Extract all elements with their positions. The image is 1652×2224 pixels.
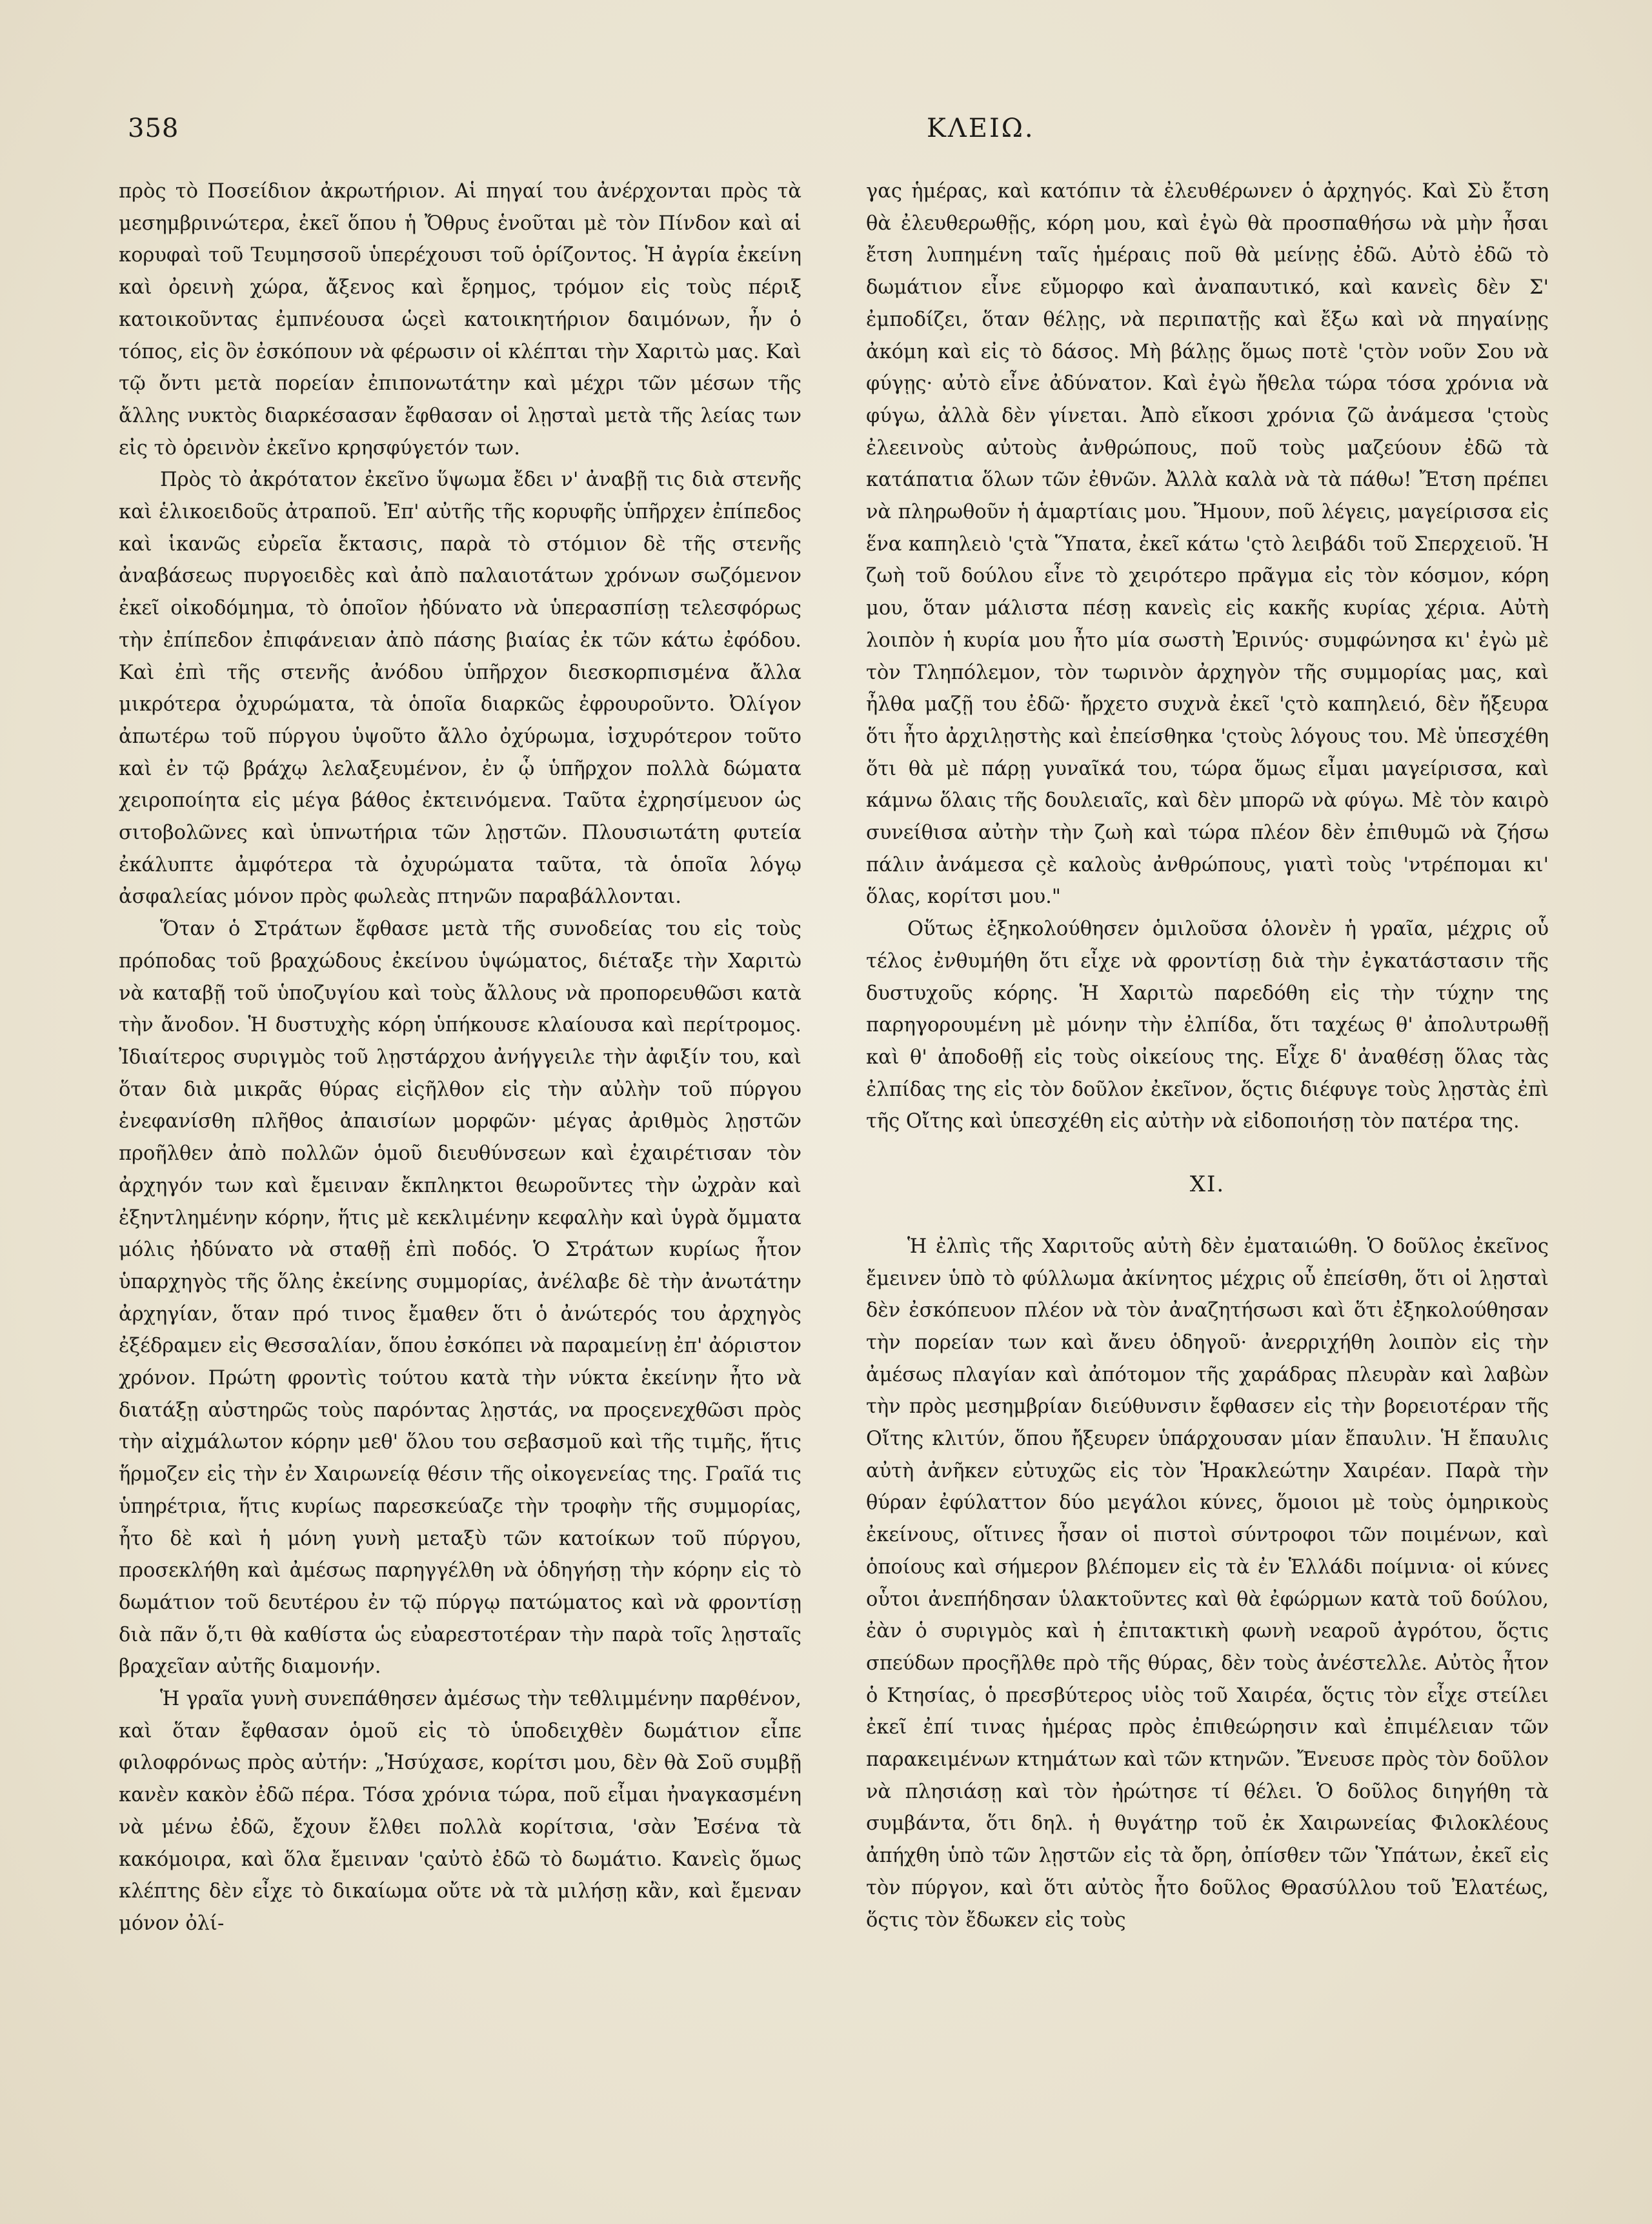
paragraph: Ἡ ἐλπὶς τῆς Χαριτοῦς αὐτὴ δὲν ἐματαιώθη. Ὁ δοῦλος ἐκεῖνος ἔμεινεν ὑπὸ τὸ φύλλωμα ἀκίνητος μέχρις οὗ ἐπείσθη, ὅτι οἱ λῃσταὶ δὲν ἐσκόπευον πλέον νὰ τὸν ἀναζητήσωσι καὶ ὅτι ἐξηκολούθησαν τὴν πορείαν των καὶ ἄνευ ὁδηγοῦ· ἀνερριχήθη λοιπὸν εἰς τὴν ἀμέσως πλαγίαν καὶ ἀπότομον τῆς χαράδρας πλευρὰν καὶ λαβὼν τὴν πρὸς μεσημβρίαν διεύθυνσιν ἔφθασεν εἰς τὴν βορειοτέραν τῆς Οἴτης κλιτύν, ὅπου ἤξευρεν ὑπάρχουσαν μίαν ἔπαυλιν. Ἡ ἔπαυλις αὐτὴ ἀνῆκεν εὐτυχῶς εἰς τὸν Ἡρακλεώτην Χαιρέαν. Παρὰ τὴν θύραν ἐφύλαττον δύο μεγάλοι κύνες, ὅμοιοι μὲ τοὺς ὁμηρικοὺς ἐκείνους, οἵτινες ἦσαν οἱ πιστοὶ σύντροφοι τῶν ποιμένων, καὶ ὁποίους καὶ σήμερον βλέπομεν εἰς τὰ ἐν Ἑλλάδι ποίμνια· οἱ κύνες οὗτοι ἀνεπήδησαν ὑλακτοῦντες καὶ θὰ ἐφώρμων κατὰ τοῦ δούλου, ἐὰν ὁ συριγμὸς καὶ ἡ ἐπιτακτικὴ φωνὴ νεαροῦ ἀγρότου, ὅςτις σπεύδων προςῆλθε πρὸ τῆς θύρας, δὲν τοὺς ἀνέστελλε. Αὐτὸς ἦτον ὁ Κτησίας, ὁ πρεσβύτερος υἱὸς τοῦ Χαιρέα, ὅςτις τὸν εἶχε στείλει ἐκεῖ ἐπί τινας ἡμέρας πρὸς ἐπιθεώρησιν καὶ ἐπιμέλειαν τῶν παρακειμένων κτημάτων καὶ τῶν κτηνῶν. Ἔνευσε πρὸς τὸν δοῦλον νὰ πλησιάσῃ καὶ τὸν ἠρώτησε τί θέλει. Ὁ δοῦλος διηγήθη τὰ συμβάντα, ὅτι δηλ. ἡ θυγάτηρ τοῦ ἐκ Χαιρωνείας Φιλοκλέους ἀπήχθη ὑπὸ τῶν λῃστῶν εἰς τὰ ὄρη, ὀπίσθεν τῶν Ὑπάτων, ἐκεῖ εἰς τὸν πύργον, καὶ ὅτι αὐτὸς ἦτο δοῦλος Θρασύλλου τοῦ Ἐλατέως, ὅςτις τὸν ἔδωκεν εἰς τοὺς [866,1235,1549,1932]
paragraph: Ὅταν ὁ Στράτων ἔφθασε μετὰ τῆς συνοδείας του εἰς τοὺς πρόποδας τοῦ βραχώδους ἐκείνου ὑψώματος, διέταξε τὴν Χαριτὼ νὰ καταβῇ τοῦ ὑποζυγίου καὶ τοὺς ἄλλους νὰ προπορευθῶσι κατὰ τὴν ἄνοδον. Ἡ δυστυχὴς κόρη ὑπήκουσε κλαίουσα καὶ περίτρομος. Ἰδιαίτερος συριγμὸς τοῦ λῃστάρχου ἀνήγγειλε τὴν ἀφιξίν του, καὶ ὅταν διὰ μικρᾶς θύρας εἰςῆλθον εἰς τὴν αὐλὴν τοῦ πύργου ἐνεφανίσθη πλῆθος ἀπαισίων μορφῶν· μέγας ἀριθμὸς λῃστῶν προῆλθεν ἀπὸ πολλῶν ὁμοῦ διευθύνσεων καὶ ἐχαιρέτισαν τὸν ἀρχηγόν των καὶ ἔμειναν ἔκπληκτοι θεωροῦντες τὴν ὠχρὰν καὶ ἐξηντλημένην κόρην, ἥτις μὲ κεκλιμένην κεφαλὴν καὶ ὑγρὰ ὄμματα μόλις ἠδύνατο νὰ σταθῇ ἐπὶ ποδός. Ὁ Στράτων κυρίως ἦτον ὑπαρχηγὸς τῆς ὅλης ἐκείνης συμμορίας, ἀνέλαβε δὲ τὴν ἀνωτάτην ἀρχηγίαν, ὅταν πρό τινος ἔμαθεν ὅτι ὁ ἀνώτερός του ἀρχηγὸς ἐξέδραμεν εἰς Θεσσαλίαν, ὅπου ἐσκόπει νὰ παραμείνῃ ἐπ' ἀόριστον χρόνον. Πρώτη φροντὶς τούτου κατὰ τὴν νύκτα ἐκείνην ἦτο νὰ διατάξῃ αὐστηρῶς τοὺς παρόντας λῃστάς, να προςενεχθῶσι πρὸς τὴν αἰχμάλωτον κόρην μεθ' ὅλου του σεβασμοῦ καὶ τῆς τιμῆς, ἥτις ἥρμοζεν εἰς τὴν ἐν Χαιρωνείᾳ θέσιν τῆς οἰκογενείας της. Γραῖά τις ὑπηρέτρια, ἥτις κυρίως παρεσκεύαζε τὴν τροφὴν τῆς συμμορίας, ἦτο δὲ καὶ ἡ μόνη γυνὴ μεταξὺ τῶν κατοίκων τοῦ πύργου, προσεκλήθη καὶ ἀμέσως παρηγγέλθη νὰ ὁδηγήσῃ τὴν κόρην εἰς τὸ δωμάτιον τοῦ δευτέρου ἐν τῷ πύργῳ πατώματος καὶ νὰ φροντίσῃ διὰ πᾶν ὅ,τι θὰ καθίστα ὡς εὐαρεστοτέραν τὴν παρὰ τοῖς λῃσταῖς βραχεῖαν αὐτῆς διαμονήν. [119,918,801,1679]
page-number: 358 [128,114,179,143]
paragraph: πρὸς τὸ Ποσείδιον ἀκρωτήριον. Αἱ πηγαί του ἀνέρχονται πρὸς τὰ μεσημβρινώτερα, ἐκεῖ ὅπου ἡ Ὄθρυς ἑνοῦται μὲ τὸν Πίνδον καὶ αἱ κορυφαὶ τοῦ Τευμησσοῦ ὑπερέχουσι τοῦ ὁρίζοντος. Ἡ ἀγρία ἐκείνη καὶ ὀρεινὴ χώρα, ἄξενος καὶ ἔρημος, τρόμον εἰς τοὺς πέριξ κατοικοῦντας ἐμπνέουσα ὡςεὶ κατοικητήριον δαιμόνων, ἦν ὁ τόπος, εἰς ὃν ἐσκόπουν νὰ φέρωσιν οἱ κλέπται τὴν Χαριτὼ μας. Καὶ τῷ ὄντι μετὰ πορείαν ἐπιπονωτάτην καὶ μέχρι τῶν μέσων τῆς ἄλλης νυκτὸς διαρκέσασαν ἔφθασαν οἱ λῃσταὶ μετὰ τῆς λείας των εἰς τὸ ὀρεινὸν ἐκεῖνο κρησφύγετόν των. [119,180,801,460]
paragraph: Πρὸς τὸ ἀκρότατον ἐκεῖνο ὕψωμα ἔδει ν' ἀναβῇ τις διὰ στενῆς καὶ ἑλικοειδοῦς ἀτραποῦ. Ἐπ' αὐτῆς τῆς κορυφῆς ὑπῆρχεν ἐπίπεδος καὶ ἱκανῶς εὐρεῖα ἔκτασις, παρὰ τὸ στόμιον δὲ τῆς στενῆς ἀναβάσεως πυργοειδὲς καὶ ἀπὸ παλαιοτάτων χρόνων σωζόμενον ἐκεῖ οἰκοδόμημα, τὸ ὁποῖον ἠδύνατο νὰ ὑπερασπίσῃ τελεσφόρως τὴν ἐπίπεδον ἐπιφάνειαν ἀπὸ πάσης βιαίας ἐκ τῶν κάτω ἐφόδου. Καὶ ἐπὶ τῆς στενῆς ἀνόδου ὑπῆρχον διεσκορπισμένα ἄλλα μικρότερα ὀχυρώματα, τὰ ὁποῖα διαρκῶς ἐφρουροῦντο. Ὀλίγον ἀπωτέρω τοῦ πύργου ὑψοῦτο ἄλλο ὀχύρωμα, ἰσχυρότερον τοῦτο καὶ ἐν τῷ βράχῳ λελαξευμένον, ἐν ᾧ ὑπῆρχον πολλὰ δώματα χειροποίητα εἰς μέγα βάθος ἐκτεινόμενα. Ταῦτα ἐχρησίμευον ὡς σιτοβολῶνες καὶ ὑπνωτήρια τῶν λῃστῶν. Πλουσιωτάτη φυτεία ἐκάλυπτε ἀμφότερα τὰ ὀχυρώματα ταῦτα, τὰ ὁποῖα λόγῳ ἀσφαλείας μόνον πρὸς φωλεὰς πτηνῶν παραβάλλονται. [119,469,801,909]
paragraph: Οὕτως ἐξηκολούθησεν ὁμιλοῦσα ὁλονὲν ἡ γραῖα, μέχρις οὗ τέλος ἐνθυμήθη ὅτι εἶχε νὰ φροντίσῃ διὰ τὴν ἐγκατάστασιν τῆς δυστυχοῦς κόρης. Ἡ Χαριτὼ παρεδόθη εἰς τὴν τύχην της παρηγορουμένη μὲ μόνην τὴν ἐλπίδα, ὅτι ταχέως θ' ἀπολυτρωθῇ καὶ θ' ἀποδοθῇ εἰς τοὺς οἰκείους της. Εἶχε δ' ἀναθέσῃ ὅλας τὰς ἐλπίδας της εἰς τὸν δοῦλον ἐκεῖνον, ὅςτις διέφυγε τοὺς λῃστὰς ἐπὶ τῆς Οἴτης καὶ ὑπεσχέθη εἰς αὐτὴν νὰ εἰδοποιήσῃ τὸν πατέρα της. [866,918,1549,1133]
journal-title: ΚΛΕΙΩ. [927,114,1035,143]
section-heading: XI. [1189,1171,1225,1198]
running-head [128,114,1544,152]
paragraph: Ἡ γραῖα γυνὴ συνεπάθησεν ἀμέσως τὴν τεθλιμμένην παρθένον, καὶ ὅταν ἔφθασαν ὁμοῦ εἰς τὸ ὑποδειχθὲν δωμάτιον εἶπε φιλοφρόνως πρὸς αὐτήν: „Ἡσύχασε, κορίτσι μου, δὲν θὰ Σοῦ συμβῇ κανὲν κακὸν ἐδῶ πέρα. Τόσα χρόνια τώρα, ποῦ εἶμαι ἠναγκασμένη νὰ μένω ἐδῶ, ἔχουν ἔλθει πολλὰ κορίτσια, 'σὰν Ἐσένα τὰ κακόμοιρα, καὶ ὅλα ἔμειναν 'ςαὐτὸ ἐδῶ τὸ δωμάτιο. Κανεὶς ὅμως κλέπτης δὲν εἶχε τὸ δικαίωμα οὔτε νὰ τὰ μιλήσῃ κἂν, καὶ ἔμεναν μόνον ὀλί- [119,1688,801,1935]
left-column [119,176,801,1940]
right-column [866,176,1549,1936]
paragraph: γας ἡμέρας, καὶ κατόπιν τὰ ἐλευθέρωνεν ὁ ἀρχηγός. Καὶ Σὺ ἔτση θὰ ἐλευθερωθῇς, κόρη μου, καὶ ἐγὼ θὰ προσπαθήσω νὰ μὴν ἦσαι ἔτση λυπημένη ταῖς ἡμέραις ποῦ θὰ μείνῃς ἐδῶ. Αὐτὸ ἐδῶ τὸ δωμάτιον εἶνε εὔμορφο καὶ ἀναπαυτικό, καὶ κανεὶς δὲν Σ' ἐμποδίζει, ὅταν θέλῃς, νὰ περιπατῇς καὶ ἔξω καὶ νὰ πηγαίνῃς ἀκόμη καὶ εἰς τὸ δάσος. Μὴ βάλῃς ὅμως ποτὲ 'ςτὸν νοῦν Σου νὰ φύγῃς· αὐτὸ εἶνε ἀδύνατον. Καὶ ἐγὼ ἤθελα τώρα τόσα χρόνια νὰ φύγω, ἀλλὰ δὲν γίνεται. Ἀπὸ εἴκοσι χρόνια ζῶ ἀνάμεσα 'ςτοὺς ἐλεεινοὺς αὐτοὺς ἀνθρώπους, ποῦ τοὺς μαζεύουν ἐδῶ τὰ κατάπατια ὅλων τῶν ἐθνῶν. Ἀλλὰ καλὰ νὰ τὰ πάθω! Ἔτση πρέπει νὰ πληρωθοῦν ἡ ἁμαρτίαις μου. Ἤμουν, ποῦ λέγεις, μαγείρισσα εἰς ἕνα καπηλειὸ 'ςτὰ Ὕπατα, ἐκεῖ κάτω 'ςτὸ λειβάδι τοῦ Σπερχειοῦ. Ἡ ζωὴ τοῦ δούλου εἶνε τὸ χειρότερο πρᾶγμα εἰς τὸν κόσμον, κόρη μου, ὅταν μάλιστα πέσῃ κανεὶς εἰς κακῆς κυρίας χέρια. Αὐτὴ λοιπὸν ἡ κυρία μου ἦτο μία σωστὴ Ἐρινύς· συμφώνησα κι' ἐγὼ μὲ τὸν Τληπόλεμον, τὸν τωρινὸν ἀρχηγὸν τῆς συμμορίας μας, καὶ ἦλθα μαζῇ του ἐδῶ· ἤρχετο συχνὰ ἐκεῖ 'ςτὸ καπηλειό, δὲν ἤξευρα ὅτι ἦτο ἀρχιλῃστὴς καὶ ἐπείσθηκα 'ςτοὺς λόγους του. Μὲ ὑπεσχέθη ὅτι θὰ μὲ πάρῃ γυναῖκά του, τώρα ὅμως εἶμαι μαγείρισσα, καὶ κάμνω ὅλαις τῆς δουλειαῖς, καὶ δὲν μπορῶ νὰ φύγω. Μὲ τὸν καιρὸ συνείθισα αὐτὴν τὴν ζωὴ καὶ τώρα πλέον δὲν ἐπιθυμῶ νὰ ζήσω πάλιν ἀνάμεσα ςὲ καλοὺς ἀνθρώπους, γιατὶ τοὺς 'ντρέπομαι κι' ὅλας, κορίτσι μου." [866,180,1549,909]
